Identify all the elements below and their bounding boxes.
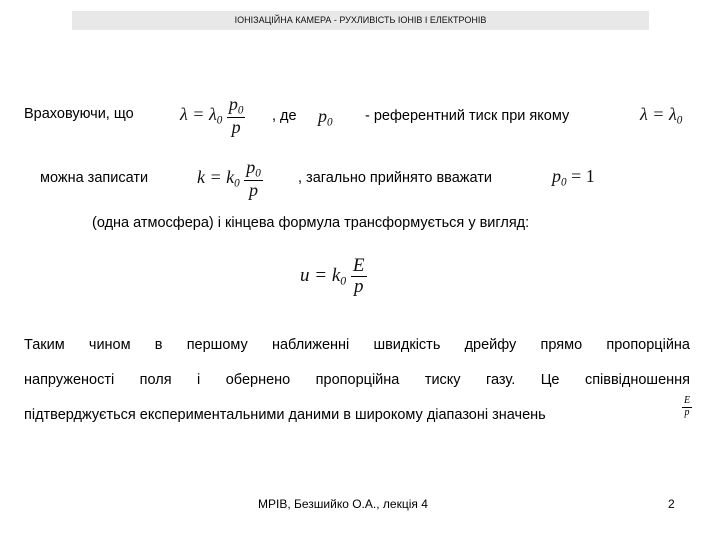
intro-text: Враховуючи, що <box>24 106 134 122</box>
can-write-text: можна записати <box>40 170 149 186</box>
lambda-fraction <box>227 95 246 137</box>
k-num-sub: 0 <box>255 167 261 180</box>
conclusion-line-2: напруженості поля і обернено пропорційна тиску газу. Це співвідношення <box>24 372 690 388</box>
e-over-p-fraction <box>682 396 692 418</box>
lambda-den: p <box>231 117 241 138</box>
p0-sub: 0 <box>327 116 333 129</box>
mobility-lhs: u = k <box>300 264 341 286</box>
mobility-formula <box>300 256 367 297</box>
k-den: p <box>248 180 258 201</box>
atmosphere-text: (одна атмосфера) і кінцева формула трансформується у вигляд: <box>92 215 530 231</box>
p0-var: p <box>318 106 327 126</box>
e-over-p-num: E <box>684 395 691 406</box>
lambda-equality <box>640 104 682 126</box>
lambda-formula <box>180 95 245 137</box>
mobility-num: E <box>352 255 365 276</box>
k-fraction <box>244 158 263 200</box>
p0-eq-var: p <box>552 166 561 186</box>
lambda-lhs: λ = λ <box>180 104 217 125</box>
mobility-fraction <box>351 256 367 297</box>
conclusion-line-1: Таким чином в першому наближенні швидкість дрейфу прямо пропорційна <box>24 337 690 353</box>
p0-equals-one <box>552 166 595 188</box>
reference-pressure-text: - референтний тиск при якому <box>365 108 570 124</box>
k-num: p <box>246 157 256 177</box>
mobility-sub: 0 <box>340 274 347 288</box>
conclusion-line-3: підтверджується експериментальними даними в широкому діапазоні значень <box>24 407 546 423</box>
where-text: , де <box>272 108 297 124</box>
commonly-accepted-text: , загально прийнято вважати <box>298 170 492 186</box>
lambda-eq: λ = λ <box>640 104 677 124</box>
slide-header: ІОНІЗАЦІЙНА КАМЕРА - РУХЛИВІСТЬ ІОНІВ І ЕЛЕКТРОНІВ <box>72 11 649 30</box>
e-over-p-den: p <box>684 406 690 418</box>
p0-eq-sub: 0 <box>561 176 567 189</box>
p0-eq-rhs: = 1 <box>571 166 595 186</box>
lambda-sub: 0 <box>216 114 223 127</box>
mobility-den: p <box>353 275 364 297</box>
k-lhs: k = k <box>197 167 235 188</box>
page-number: 2 <box>668 497 675 511</box>
lambda-num: p <box>228 94 238 114</box>
k-sub: 0 <box>234 177 240 190</box>
p0-symbol <box>318 106 333 128</box>
k-formula <box>197 158 263 200</box>
lambda-eq-sub: 0 <box>676 114 683 127</box>
footer-text: МРІВ, Безшийко О.А., лекція 4 <box>258 497 428 511</box>
lambda-num-sub: 0 <box>237 104 244 117</box>
